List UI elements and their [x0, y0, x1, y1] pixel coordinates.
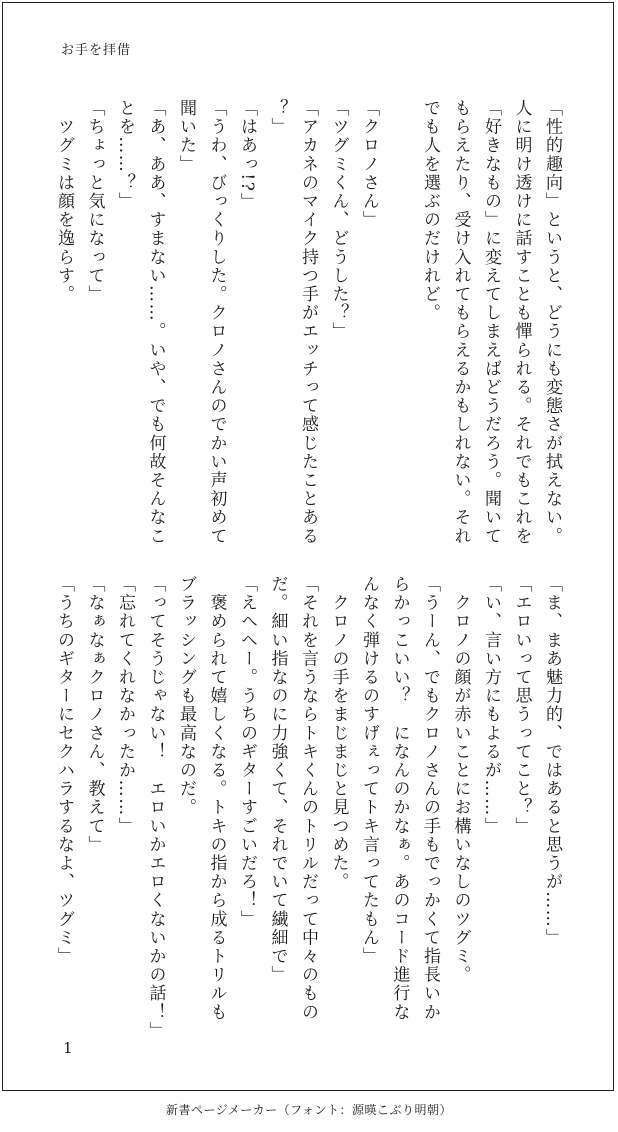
text-line: らかっこいい？ になんのかなぁ。あのコード進行な [389, 575, 410, 1022]
text-line: 「忘れてくれなかったか……」 [115, 575, 135, 836]
text-line: 聞いた」 [176, 99, 196, 174]
text-line: 「ちょっと気になって」 [84, 99, 105, 304]
text-block-top [49, 99, 568, 559]
text-line: 「うちのギターにセクハラするなよ、ツグミ」 [54, 575, 74, 966]
text-line: 「エロいって思うってこと？」 [511, 575, 532, 836]
text-line: 「ってそうじゃない！ エロいかエロくないかの話！」 [145, 575, 166, 1040]
text-line: 「い、言い方にもよるが……」 [481, 575, 501, 836]
text-line: 「なぁなぁクロノさん、教えて」 [84, 575, 105, 854]
text-line: 「ま、まあ魅力的、ではあると思うが……」 [542, 575, 562, 947]
text-line: クロノの顔が赤いことにお構いなしのツグミ。 [450, 575, 471, 985]
text-line: 「えへへー。うちのギターすごいだろ！」 [237, 575, 257, 929]
text-block-bottom [49, 575, 568, 1040]
text-line: ブラッシングも最高なのだ。 [176, 575, 196, 817]
text-line: だ。細い指なのに力強くて、それでいて繊細で」 [267, 575, 288, 985]
text-line: 「好きなもの」に変えてしまえばどうだろう。聞いて [481, 99, 501, 546]
text-line: んなく弾けるのすげぇってトキ言ってたもん」 [359, 575, 379, 966]
text-line: 「うーん、でもクロノさんの手もでっかくて指長いか [420, 575, 440, 1022]
text-line: 「ツグミくん、どうした？」 [328, 99, 349, 341]
text-line: 人に明け透けに話すことも憚られる。それでもこれを [511, 99, 532, 546]
page-number: 1 [63, 1039, 73, 1057]
text-line: 「クロノさん」 [359, 99, 379, 230]
text-line: とを……？」 [115, 99, 135, 211]
text-line: 「うわ、びっくりした。クロノさんのでかい声初めて [206, 99, 227, 546]
text-line: もらえたり、受け入れてもらえるかもしれない。それ [450, 99, 471, 546]
text-line [384, 99, 415, 559]
text-line: 「性的趣向」というと、どうにも変態さが拭えない。 [542, 99, 562, 546]
text-line: 「はあっ!?」 [237, 99, 257, 212]
footer-credit: 新書ページメーカー（フォント：源暎こぶり明朝） [165, 1103, 453, 1117]
text-line: 「それを言うならトキくんのトリルだって中々のもの [298, 575, 318, 1022]
page-title: お手を拝借 [61, 43, 132, 58]
text-line: 褒められて嬉しくなる。トキの指から成るトリルも [206, 575, 227, 1022]
text-line: でも人を選ぶのだけれど。 [420, 99, 440, 323]
text-line: クロノの手をまじまじと見つめた。 [328, 575, 349, 892]
book-page [2, 2, 614, 1091]
text-line: ツグミは顔を逸らす。 [54, 99, 74, 304]
text-line: 「アカネのマイク持つ手がエッチって感じたことある [298, 99, 318, 546]
text-line: 「あ、ああ、すまない……。いや、でも何故そんなこ [145, 99, 166, 546]
text-line: ？」 [267, 99, 288, 137]
